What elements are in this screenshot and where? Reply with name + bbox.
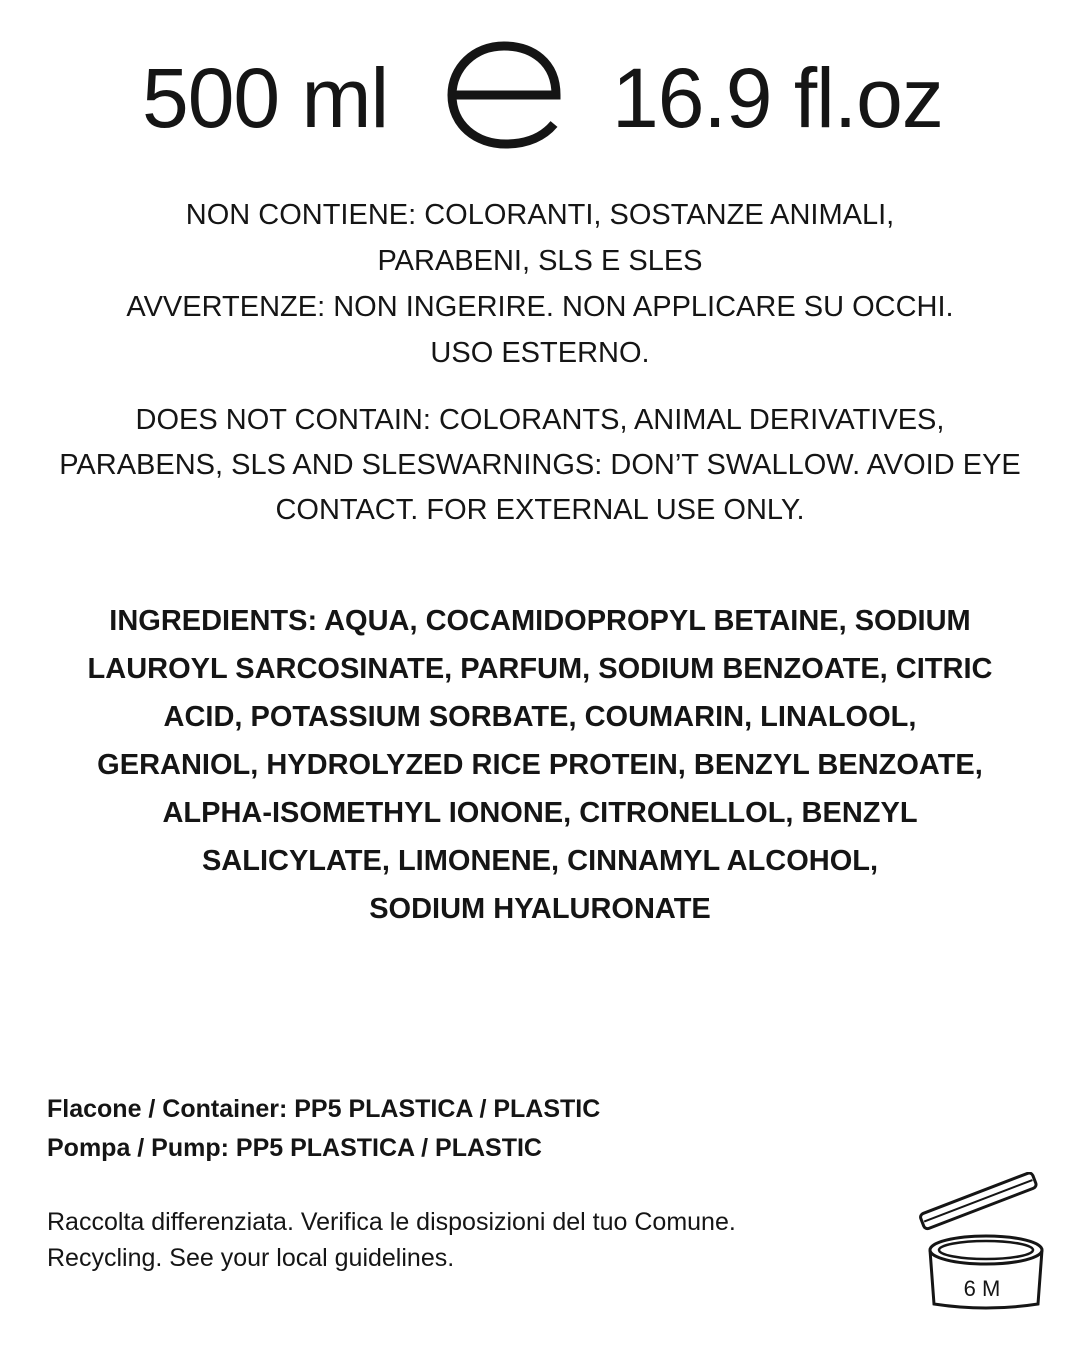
packaging-materials <box>47 1090 600 1168</box>
english-line: DOES NOT CONTAIN: COLORANTS, ANIMAL DERIVATIVES, <box>135 404 945 436</box>
recycling-line-en: Recycling. See your local guidelines. <box>47 1244 455 1272</box>
pump-material: Pompa / Pump: PP5 PLASTICA / PLASTIC <box>47 1134 542 1162</box>
ingredients-line: SODIUM HYALURONATE <box>369 893 711 925</box>
volume-imperial: 16.9 fl.oz <box>612 51 943 145</box>
ingredients-line: GERANIOL, HYDROLYZED RICE PROTEIN, BENZYL BENZOATE, <box>97 749 983 781</box>
recycling-info <box>47 1204 736 1276</box>
english-line: CONTACT. FOR EXTERNAL USE ONLY. <box>275 494 805 526</box>
italian-warnings <box>0 192 1080 376</box>
ingredients-line: SALICYLATE, LIMONENE, CINNAMYL ALCOHOL, <box>201 845 879 877</box>
english-line: PARABENS, SLS AND SLESWARNINGS: DON’T SWALLOW. AVOID EYE <box>59 449 1021 481</box>
pao-label: 6 M <box>963 1276 1001 1301</box>
estimated-e-icon <box>444 40 564 150</box>
italian-line: NON CONTIENE: COLORANTI, SOSTANZE ANIMALI, <box>185 199 895 231</box>
ingredients-line: ACID, POTASSIUM SORBATE, COUMARIN, LINALOOL, <box>163 701 917 733</box>
english-warnings <box>0 398 1080 533</box>
ingredients-line: INGREDIENTS: AQUA, COCAMIDOPROPYL BETAINE, SODIUM <box>109 605 971 637</box>
ingredients-list <box>0 597 1080 933</box>
ingredients-line: ALPHA-ISOMETHYL IONONE, CITRONELLOL, BENZYL <box>162 797 918 829</box>
italian-line: AVVERTENZE: NON INGERIRE. NON APPLICARE SU OCCHI. <box>126 291 954 323</box>
open-jar-icon <box>916 1172 1056 1320</box>
italian-line: PARABENI, SLS E SLES <box>377 245 703 277</box>
container-material: Flacone / Container: PP5 PLASTICA / PLASTIC <box>47 1095 601 1123</box>
volume-row <box>0 36 1080 156</box>
recycling-line-it: Raccolta differenziata. Verifica le disposizioni del tuo Comune. <box>47 1208 736 1236</box>
volume-metric: 500 ml <box>142 51 389 145</box>
ingredients-line: LAUROYL SARCOSINATE, PARFUM, SODIUM BENZOATE, CITRIC <box>87 653 993 685</box>
italian-line: USO ESTERNO. <box>430 337 650 369</box>
